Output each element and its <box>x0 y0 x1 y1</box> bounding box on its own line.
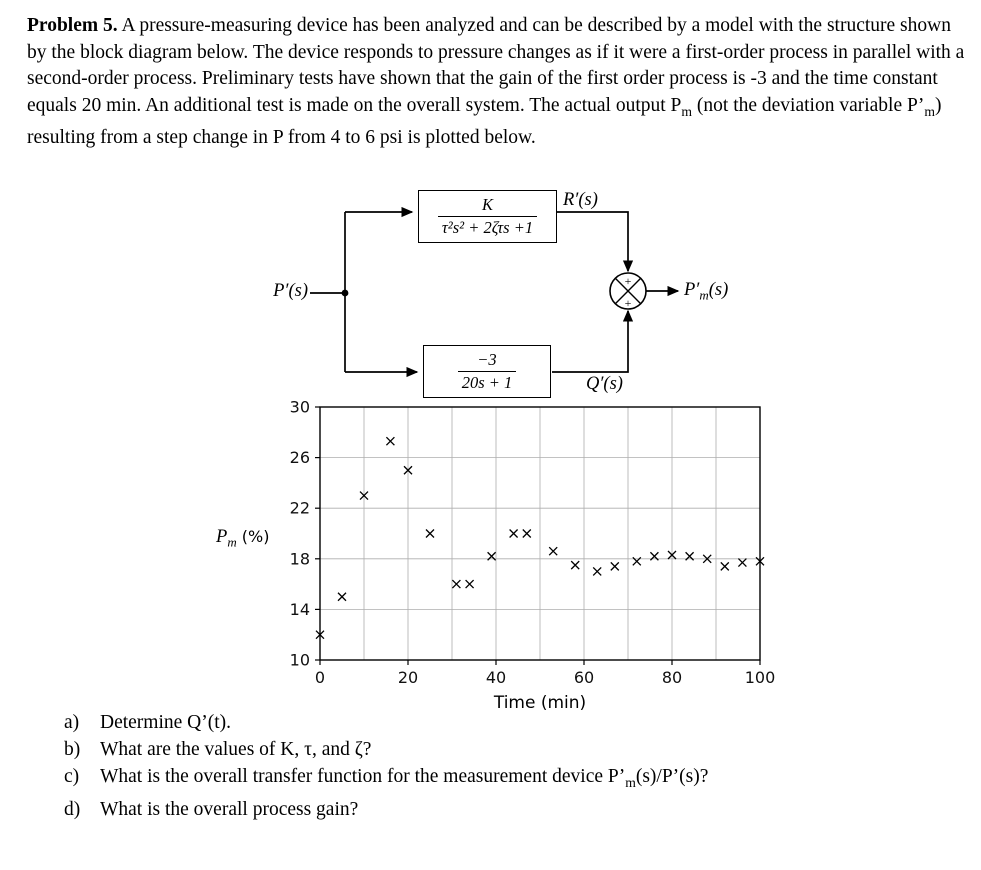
question-text: What is the overall process gain? <box>100 798 359 820</box>
denominator: τ²s² + 2ζτs +1 <box>438 216 537 238</box>
data-point-marker <box>549 547 557 555</box>
y-tick-label: 22 <box>289 498 310 518</box>
bottom-signal-label: Q′(s) <box>586 374 623 394</box>
problem-label: Problem 5. <box>27 15 118 36</box>
data-point-marker <box>466 580 474 588</box>
data-point-marker <box>426 530 434 538</box>
y-tick-label: 26 <box>289 448 310 468</box>
scatter-plot <box>280 395 790 715</box>
x-tick-label: 60 <box>573 668 595 687</box>
data-point-marker <box>386 437 394 445</box>
subscript-m: m <box>681 103 693 119</box>
x-axis-label: Time (min) <box>493 693 587 713</box>
question-letter: b) <box>64 739 81 760</box>
branch-node <box>342 290 349 297</box>
data-point-marker <box>523 530 531 538</box>
denominator: 20s + 1 <box>458 371 517 393</box>
question-text-part: (s)/P’(s)? <box>635 766 709 787</box>
data-point-marker <box>571 561 579 569</box>
y-tick-label: 14 <box>289 599 310 619</box>
subscript-m: m <box>699 287 709 303</box>
output-label-suffix: (s) <box>708 280 729 300</box>
data-point-marker <box>611 562 619 570</box>
y-tick-label: 30 <box>289 397 310 417</box>
summer-bottom-sign: + <box>624 296 632 310</box>
x-tick-label: 100 <box>744 668 776 687</box>
question-b <box>64 736 708 763</box>
summer-top-sign: + <box>624 274 632 288</box>
problem-body: A pressure-measuring device has been analyzed and can be described by a model with the structure shown by the block diagram below. The device responds to pressure changes as if it were a first-order process in parallel with a second-order process. Preliminary tests have shown that the gain of the first order process is -3 and the time constant equals 20 min. An additional test is made on the overall system. The actual output P <box>27 15 965 116</box>
problem-statement <box>27 13 965 151</box>
output-label-prefix: P′ <box>684 280 700 300</box>
data-point-marker <box>721 562 729 570</box>
question-letter: d) <box>64 798 81 820</box>
question-text-part: What is the overall transfer function for the measurement device P’ <box>100 766 626 787</box>
problem-body: (not the deviation variable P’ <box>692 94 925 116</box>
question-c <box>64 763 708 796</box>
y-tick-label: 10 <box>289 650 310 670</box>
numerator: −3 <box>477 350 497 369</box>
data-point-marker <box>738 559 746 567</box>
second-order-block <box>418 190 557 243</box>
x-tick-label: 20 <box>397 668 419 687</box>
question-text: Determine Q’(t). <box>100 712 232 733</box>
output-signal-label <box>684 280 728 304</box>
x-tick-label: 0 <box>314 668 326 687</box>
problem-body: ) resulting from a step change in P from 4 to 6 psi is plotted below. <box>27 94 942 148</box>
question-text <box>100 763 708 796</box>
input-signal-label: P′(s) <box>273 281 308 301</box>
data-point-marker <box>510 530 518 538</box>
question-a <box>64 709 708 736</box>
question-letter: c) <box>64 766 80 787</box>
x-tick-label: 40 <box>485 668 507 687</box>
question-d <box>64 796 708 823</box>
top-signal-label: R′(s) <box>563 190 598 210</box>
branch-lines <box>310 212 345 372</box>
subscript-m: m <box>924 103 935 119</box>
numerator: K <box>481 195 493 214</box>
data-point-marker <box>593 567 601 575</box>
data-point-marker <box>338 593 346 601</box>
x-tick-label: 80 <box>661 668 683 687</box>
arrow-bottom-to-summer <box>552 311 628 372</box>
data-point-marker <box>452 580 460 588</box>
transfer-function <box>438 195 537 238</box>
y-axis-unit: (%) <box>236 527 270 546</box>
question-list <box>64 709 708 823</box>
y-axis-variable: P <box>216 527 228 547</box>
subscript-m: m <box>625 774 636 790</box>
y-axis-label <box>216 527 269 551</box>
transfer-function <box>458 350 517 393</box>
question-letter: a) <box>64 712 80 733</box>
subscript-m: m <box>227 534 237 550</box>
question-text: What are the values of K, τ, and ζ? <box>100 739 372 760</box>
first-order-block <box>423 345 551 398</box>
y-tick-label: 18 <box>289 549 310 569</box>
arrow-top-to-summer <box>557 212 628 271</box>
